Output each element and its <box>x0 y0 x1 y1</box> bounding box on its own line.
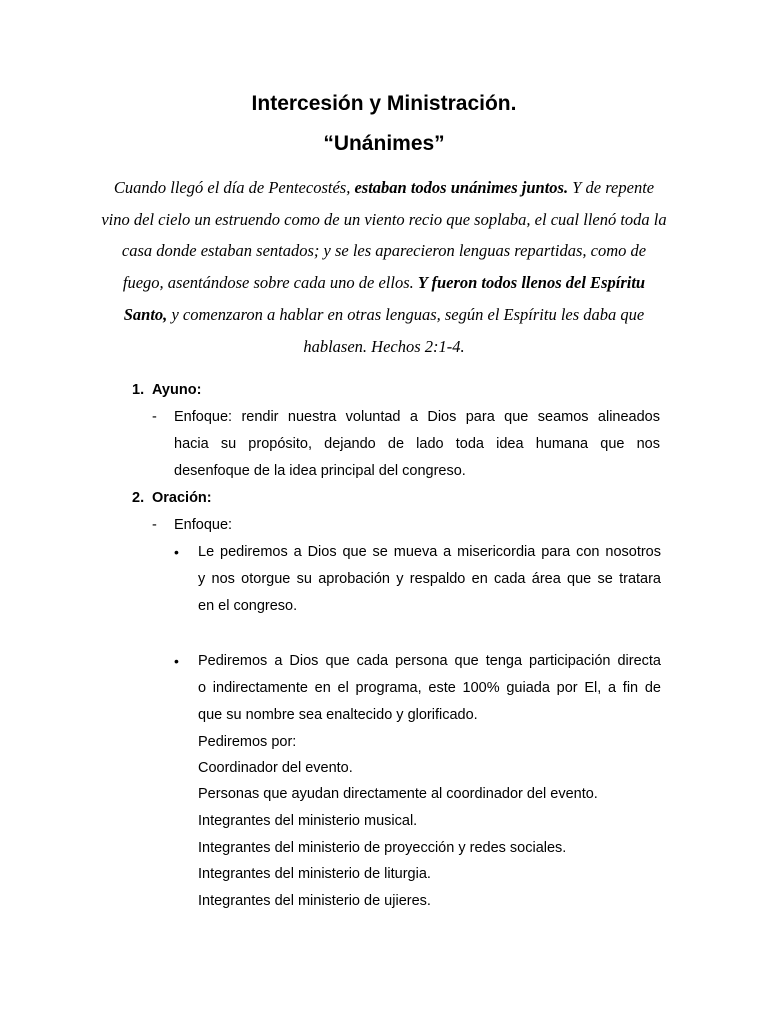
verse-text: y comenzaron a hablar en otras lenguas, según el Espíritu les daba que hablasen. Hechos 2:1-4. <box>167 304 645 356</box>
paragraph-line: que su nombre sea enaltecido y glorificado. <box>198 707 478 723</box>
paragraph-line: desenfoque de la idea principal del congreso. <box>174 463 466 479</box>
pray-for-label: Pediremos por: <box>198 734 297 750</box>
scripture-quote <box>100 172 668 362</box>
pray-for-item: Coordinador del evento. <box>198 760 353 776</box>
document-title: Intercesión y Ministración. <box>251 92 517 115</box>
paragraph-line: Pediremos a Dios que cada persona que tenga participación directa <box>198 653 661 669</box>
verse-emphasis: Y fueron todos llenos del Espíritu Santo, <box>123 273 646 324</box>
pray-for-item: Personas que ayudan directamente al coordinador del evento. <box>198 786 598 802</box>
paragraph-line: Le pediremos a Dios que se mueva a misericordia para con nosotros <box>198 544 661 560</box>
section-heading-ayuno: Ayuno: <box>152 382 202 398</box>
bullet-icon: • <box>174 544 179 560</box>
section-heading-oracion: Oración: <box>152 490 212 506</box>
dash-marker: - <box>152 409 157 425</box>
verse-text: Y de repente vino del cielo un estruendo como de un viento recio que soplaba, el cual llenó toda la casa donde estaban sentados; y se les aparecieron lenguas repartidas, como de fuego, asentándose sobre cada uno de ellos. <box>101 178 667 293</box>
document-subtitle: “Unánimes” <box>323 132 445 155</box>
pray-for-item: Integrantes del ministerio musical. <box>198 813 418 829</box>
section-number: 1. <box>132 382 145 398</box>
verse-emphasis: estaban todos unánimes juntos. <box>354 178 569 197</box>
bullet-paragraph <box>198 539 661 620</box>
verse-text: Cuando llegó el día de Pentecostés, <box>113 178 355 197</box>
dash-marker: - <box>152 517 157 533</box>
paragraph-line: o indirectamente en el programa, este 100% guiada por El, a fin de <box>198 680 661 696</box>
ayuno-focus-paragraph <box>174 404 660 485</box>
focus-label: Enfoque: <box>174 517 233 533</box>
pray-for-item: Integrantes del ministerio de liturgia. <box>198 866 431 882</box>
paragraph-line: en el congreso. <box>198 598 298 614</box>
bullet-icon: • <box>174 653 179 669</box>
paragraph-line: y nos otorgue su aprobación y respaldo en cada área que se tratara <box>198 571 661 587</box>
paragraph-line: hacia su propósito, dejando de lado toda idea humana que nos <box>174 436 660 452</box>
pray-for-item: Integrantes del ministerio de proyección y redes sociales. <box>198 840 567 856</box>
paragraph-line: Enfoque: rendir nuestra voluntad a Dios para que seamos alineados <box>174 409 660 425</box>
pray-for-item: Integrantes del ministerio de ujieres. <box>198 893 431 909</box>
bullet-paragraph <box>198 648 661 729</box>
section-number: 2. <box>132 490 145 506</box>
